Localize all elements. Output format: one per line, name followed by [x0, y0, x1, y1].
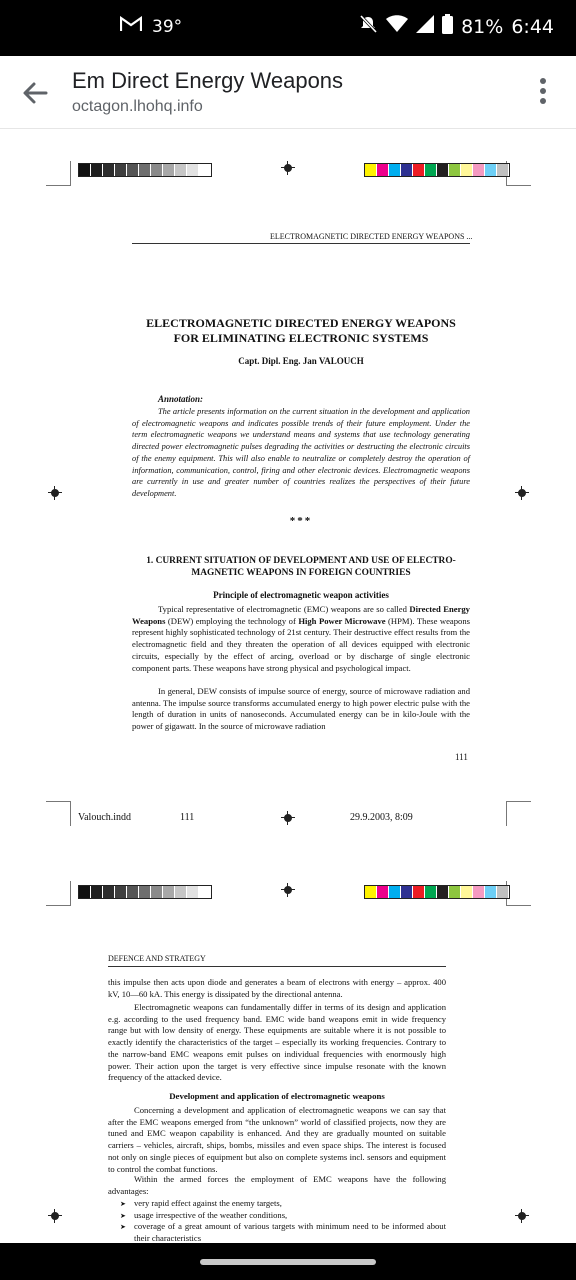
crop-mark: [506, 801, 531, 826]
battery-icon: [442, 14, 453, 39]
registration-mark-icon: [515, 1209, 529, 1223]
grey-swatch: [103, 164, 115, 176]
color-swatch: [389, 886, 401, 898]
color-swatch: [377, 164, 389, 176]
home-gesture-handle[interactable]: [200, 1259, 376, 1265]
color-swatch: [437, 886, 449, 898]
page-number: 111: [455, 752, 468, 762]
subsection-heading: Principle of electromagnetic weapon activities: [213, 590, 389, 600]
color-swatch: [485, 886, 497, 898]
color-swatch: [401, 164, 413, 176]
slug-filename: Valouch.indd: [78, 812, 132, 823]
color-swatch: [497, 164, 509, 176]
annotation-label: Annotation:: [158, 394, 204, 404]
grey-swatch: [115, 164, 127, 176]
color-swatch: [437, 164, 449, 176]
grey-swatch: [139, 164, 151, 176]
color-swatch: [461, 164, 473, 176]
registration-mark-icon: [515, 486, 529, 500]
grey-swatch: [91, 164, 103, 176]
wifi-icon: [386, 15, 408, 38]
grey-calibration-bar: [78, 885, 212, 899]
registration-mark-icon: [48, 1209, 62, 1223]
crop-mark: [46, 881, 71, 906]
grey-swatch: [187, 164, 199, 176]
mute-icon: [358, 14, 378, 39]
grey-swatch: [127, 886, 139, 898]
advantages-list: [120, 1198, 446, 1243]
color-swatch: [449, 886, 461, 898]
grey-swatch: [175, 886, 187, 898]
color-swatch: [473, 886, 485, 898]
slug-date: 29.9.2003, 8:09: [350, 812, 413, 823]
gmail-icon: [120, 16, 142, 37]
grey-swatch: [199, 886, 211, 898]
registration-mark-icon: [281, 883, 295, 897]
color-swatch: [413, 886, 425, 898]
grey-swatch: [79, 886, 91, 898]
registration-mark-icon: [48, 486, 62, 500]
grey-swatch: [163, 886, 175, 898]
paragraph: In general, DEW consists of impulse source of energy, source of microwave radiation and antenna. The impulse source transforms accumulated energy to high power electric pulse with the length of duration in units of nanoseconds. Accumulated energy can be in kilo-Joule with the power of gigawatt. In the source of microwave radiation: [132, 686, 470, 732]
crop-mark: [46, 801, 71, 826]
grey-swatch: [79, 164, 91, 176]
color-swatch: [365, 164, 377, 176]
paragraph: Within the armed forces the employment of EMC weapons have the following advantages:: [108, 1174, 446, 1196]
header-rule: [108, 966, 446, 967]
color-calibration-bar: [364, 885, 510, 899]
color-swatch: [425, 164, 437, 176]
paragraph: Electromagnetic weapons can fundamentally differ in terms of its design and application e.g. according to the used frequency band. EMC wide band weapons emit in wide frequency range but with low density of energy. These equipments are suitable where it is not possible to exactly identify the characteristics of the target – especially its working frequencies. Contrary to the narrow-band EMC weapons emit pulses on individual frequencies with enormously high power. Their action upon the target is very effective since impulse resonate with the known frequency of the attacked device.: [108, 1002, 446, 1083]
app-bar: [0, 56, 576, 129]
page-title: Em Direct Energy Weapons: [72, 68, 344, 93]
temperature-label: 39°: [152, 16, 183, 37]
color-swatch: [449, 164, 461, 176]
signal-icon: [416, 15, 434, 38]
running-head: ELECTROMAGNETIC DIRECTED ENERGY WEAPONS ...: [270, 232, 473, 241]
grey-swatch: [187, 886, 199, 898]
registration-mark-icon: [281, 161, 295, 175]
grey-swatch: [151, 886, 163, 898]
battery-percent: 81%: [461, 15, 504, 38]
article-author: Capt. Dipl. Eng. Jan VALOUCH: [238, 356, 364, 366]
color-swatch: [365, 886, 377, 898]
color-swatch: [461, 886, 473, 898]
grey-swatch: [103, 886, 115, 898]
grey-swatch: [91, 886, 103, 898]
annotation-text: The article presents information on the current situation in the development and application of electromagnetic weapons and indicates possible trends of their future employment. Under the term electromagnetic weapons we understand means and systems that use technology generating directed power electromagnetic pulses degrading the activities or destructing the electronic circuits of the enemy equipment. This will also enable to neutralize or completely destroy the operation of information, communication, control, firing and other electronic devices. Electromagnetic weapons are currently in use and greater number of countries realizes the perspectives of their future development.: [132, 407, 470, 498]
color-swatch: [485, 164, 497, 176]
grey-swatch: [163, 164, 175, 176]
subsection-heading: Development and application of electromagnetic weapons: [169, 1091, 385, 1101]
running-head: DEFENCE AND STRATEGY: [108, 954, 206, 963]
grey-swatch: [139, 886, 151, 898]
header-rule: [132, 243, 470, 244]
section-separator: ***: [289, 515, 313, 527]
color-swatch: [473, 164, 485, 176]
status-bar: [0, 0, 576, 56]
grey-calibration-bar: [78, 163, 212, 177]
paragraph: Typical representative of electromagnetic (EMC) weapons are so called Directed Energy Weapons (DEW) employing the technology of High Power Microwave (HPM). These weapons represent highly sophisticated technology of 21st century. Their destructive effect results from the electromagnetic field and they threaten the operation of all devices equipped with electronic circuits, especially by the effect of arcing, overload or by discharge of single electronic component parts. These weapons have strong physical and psychological impact.: [132, 604, 470, 673]
color-swatch: [377, 886, 389, 898]
color-swatch: [425, 886, 437, 898]
color-swatch: [497, 886, 509, 898]
section-heading: 1. CURRENT SITUATION OF DEVELOPMENT AND USE OF ELECTRO- MAGNETIC WEAPONS IN FOREIGN COUNTRIES: [146, 556, 456, 578]
paragraph: this impulse then acts upon diode and generates a beam of electrons with energy – approx. 400 kV, 10—60 kA. This energy is dissipated by the directional antenna.: [108, 977, 446, 999]
list-item: ➤ coverage of a great amount of various targets with minimum need to be informed about their characteristics: [120, 1221, 446, 1243]
list-item: ➤ very rapid effect against the enemy targets,: [120, 1198, 446, 1210]
clock: 6:44: [511, 15, 554, 38]
grey-swatch: [175, 164, 187, 176]
crop-mark: [46, 161, 71, 186]
registration-mark-icon: [281, 811, 295, 825]
article-title: ELECTROMAGNETIC DIRECTED ENERGY WEAPONS FOR ELIMINATING ELECTRONIC SYSTEMS: [146, 316, 456, 345]
slug-page: 111: [180, 812, 195, 823]
paragraph: Concerning a development and application of electromagnetic weapons we can say that after the EMC weapons emerged from “the unknown” world of classified projects, now they are tuned and EMC weapon capability is enhanced. And they are gradually mounted on suitable carriers – vehicles, aircraft, ships, bombs, missiles and even space ships. The interest is focused not only on single pieces of equipment but also on complete systems incl. sensors and equipment to control the combat functions.: [108, 1105, 446, 1174]
page-url: octagon.lhohq.info: [72, 98, 203, 115]
list-item: ➤ usage irrespective of the weather conditions,: [120, 1210, 446, 1222]
back-arrow-icon[interactable]: [20, 78, 50, 108]
color-swatch: [413, 164, 425, 176]
color-swatch: [401, 886, 413, 898]
color-calibration-bar: [364, 163, 510, 177]
more-options-icon[interactable]: [538, 78, 548, 106]
grey-swatch: [199, 164, 211, 176]
pdf-document[interactable]: [0, 129, 576, 1243]
grey-swatch: [151, 164, 163, 176]
grey-swatch: [115, 886, 127, 898]
color-swatch: [389, 164, 401, 176]
system-nav-bar: [0, 1243, 576, 1280]
grey-swatch: [127, 164, 139, 176]
